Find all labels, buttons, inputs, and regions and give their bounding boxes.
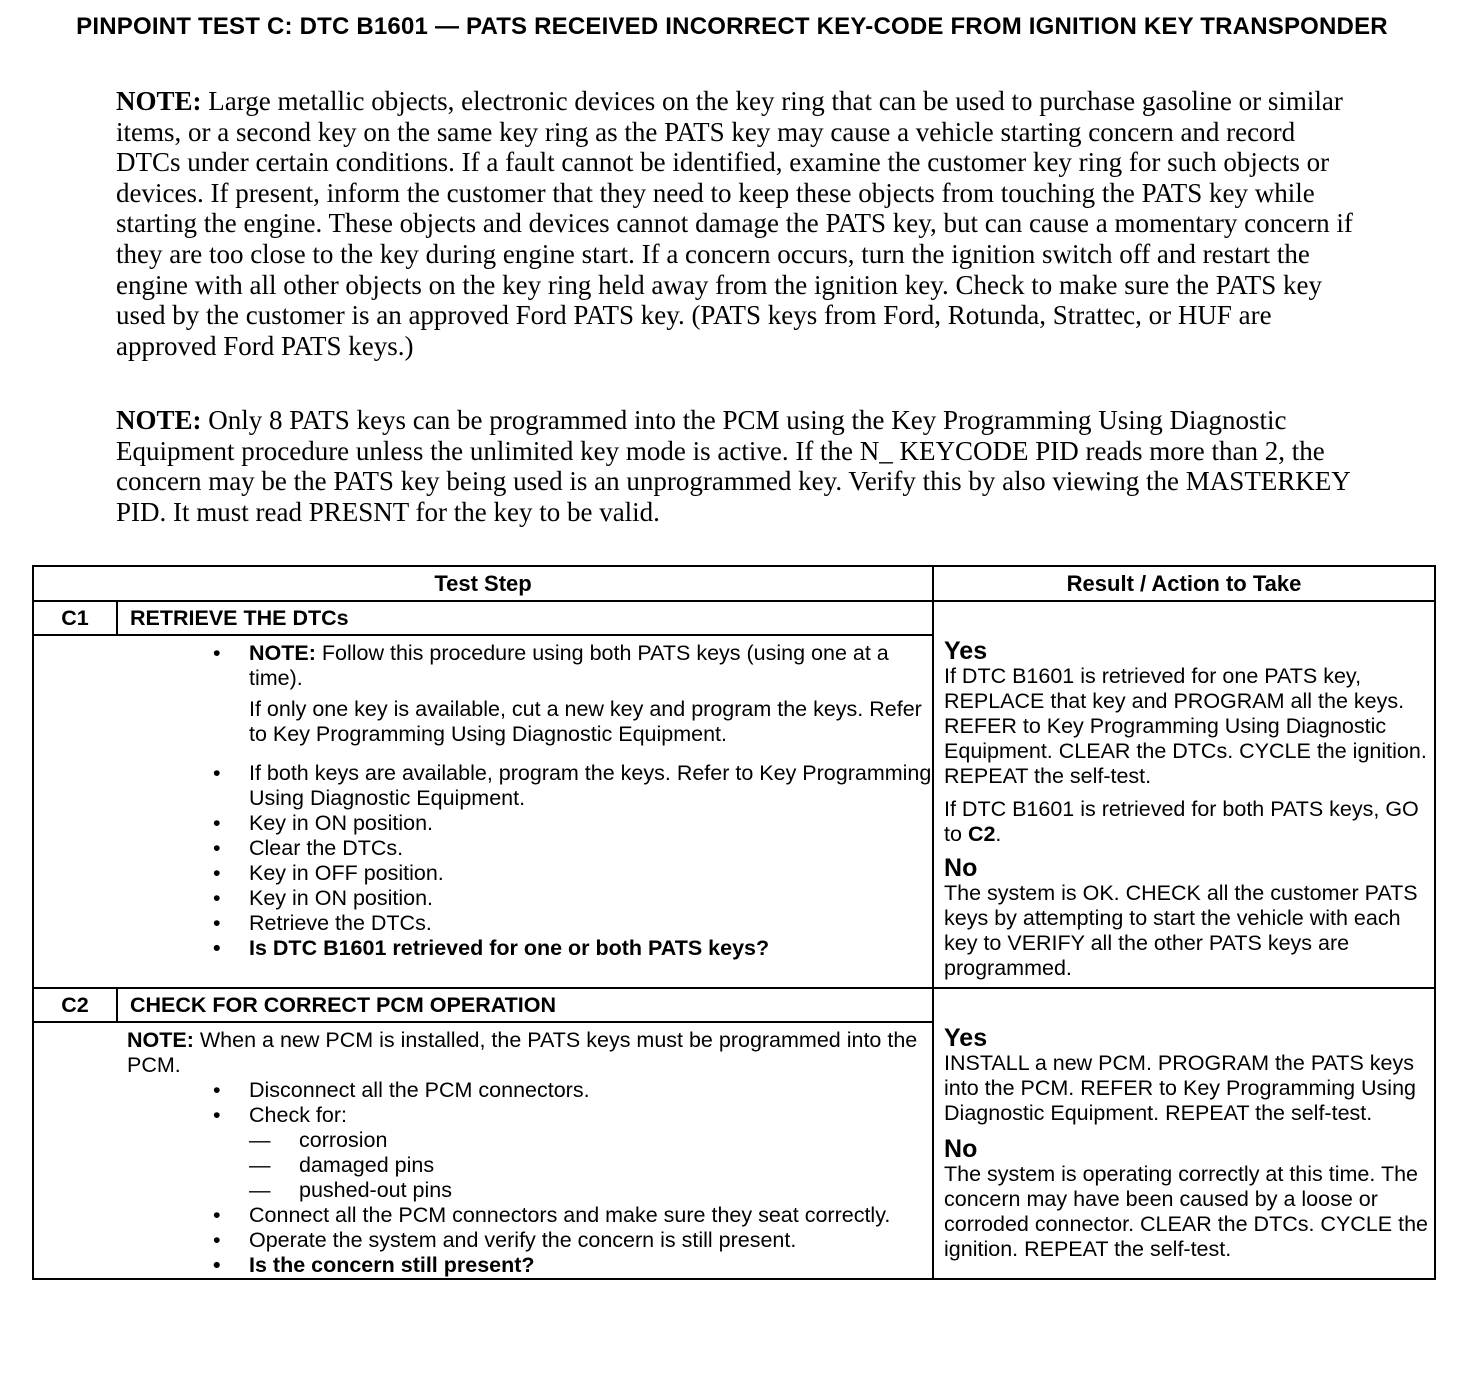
yes-action-text: INSTALL a new PCM. PROGRAM the PATS keys into the PCM. REFER to Key Programming Using Diagnostic Equipment. REPEAT the self-test. <box>944 1051 1416 1125</box>
c2-procedure-list-2 <box>117 1203 932 1278</box>
step-title-c2: CHECK FOR CORRECT PCM OPERATION <box>117 988 933 1022</box>
list-item: • Retrieve the DTCs. <box>117 911 932 936</box>
goto-step-link[interactable]: C2 <box>967 822 996 846</box>
note-text: Large metallic objects, electronic devices on the key ring that can be used to purchase gasoline or similar items, or a second key on the same key ring as the PATS key may cause a vehicle starting concern and record DTCs under certain conditions. If a fault cannot be identified, examine the customer key ring for such objects or devices. If present, inform the customer that they need to keep these objects from touching the PATS key while starting the engine. These objects and devices cannot damage the PATS key, but can cause a momentary concern if they are too close to the key during engine start. If a concern occurs, turn the ignition switch off and restart the engine with all other objects on the key ring held away from the ignition key. Check to make sure the PATS key used by the customer is an approved Ford PATS key. (PATS keys from Ford, Rotunda, Strattec, or HUF are approved Ford PATS keys.) <box>116 86 1353 361</box>
step-body-c1 <box>117 635 933 988</box>
no-label: No <box>944 854 978 882</box>
yes-goto-text: If DTC B1601 is retrieved for both PATS keys, GO to <box>944 797 1419 846</box>
note-label: NOTE: <box>249 641 316 665</box>
blank-cell <box>33 1022 117 1279</box>
note-label: NOTE: <box>116 405 202 435</box>
list-item: • Disconnect all the PCM connectors. <box>117 1078 932 1103</box>
yes-label: Yes <box>944 1024 988 1052</box>
test-step-header: Test Step <box>33 566 933 601</box>
note-paragraph-1 <box>116 86 1356 361</box>
result-c2 <box>933 988 1435 1279</box>
c1-step-list <box>117 641 932 691</box>
no-label: No <box>944 1135 978 1163</box>
c2-procedure-list <box>117 1078 932 1128</box>
yes-action-text-2 <box>944 797 1430 847</box>
list-item: • Key in OFF position. <box>117 861 932 886</box>
note-subtext: If only one key is available, cut a new key and program the keys. Refer to Key Programming Using Diagnostic Equipment. <box>249 697 922 746</box>
step-id-c2: C2 <box>33 988 117 1022</box>
no-action-text: The system is OK. CHECK all the customer PATS keys by attempting to start the vehicle with each key to VERIFY all the other PATS keys are programmed. <box>944 881 1418 980</box>
note-text: Only 8 PATS keys can be programmed into the PCM using the Key Programming Using Diagnostic Equipment procedure unless the unlimited key mode is active. If the N_ KEYCODE PID reads more than 2, the concern may be the PATS key being used is an unprogrammed key. Verify this by also viewing the MASTERKEY PID. It must read PRESNT for the key to be valid. <box>116 405 1350 527</box>
note-label: NOTE: <box>116 86 202 116</box>
step-body-c2 <box>117 1022 933 1279</box>
blank-cell <box>33 635 117 988</box>
step-c2-title-row <box>33 988 1435 1022</box>
step-c1-title-row <box>33 601 1435 635</box>
step-question: • Is the concern still present? <box>117 1253 932 1278</box>
sentence-end: . <box>995 822 1002 846</box>
pinpoint-test-table <box>32 565 1436 1280</box>
list-item: • Clear the DTCs. <box>117 836 932 861</box>
note-paragraph-2 <box>116 405 1356 527</box>
table-header-row <box>33 566 1435 601</box>
check-items-list <box>117 1128 932 1203</box>
list-item: • Connect all the PCM connectors and make sure they seat correctly. <box>117 1203 932 1228</box>
list-item <box>117 641 932 691</box>
check-item: — pushed-out pins <box>117 1178 932 1203</box>
list-item: • Operate the system and verify the concern is still present. <box>117 1228 932 1253</box>
check-item: — damaged pins <box>117 1153 932 1178</box>
yes-label: Yes <box>944 637 988 665</box>
page-title: PINPOINT TEST C: DTC B1601 — PATS RECEIVED INCORRECT KEY-CODE FROM IGNITION KEY TRANSPONDER <box>76 13 1388 40</box>
list-item: • Key in ON position. <box>117 811 932 836</box>
note-label: NOTE: <box>127 1028 194 1052</box>
step-id-c1: C1 <box>33 601 117 635</box>
list-item: • Check for: <box>117 1103 932 1128</box>
yes-action-text: If DTC B1601 is retrieved for one PATS key, REPLACE that key and PROGRAM all the keys. REFER to Key Programming Using Diagnostic Equipment. CLEAR the DTCs. CYCLE the ignition. REPEAT the self-test. <box>944 664 1427 788</box>
list-item: • Key in ON position. <box>117 886 932 911</box>
note-text: Follow this procedure using both PATS keys (using one at a time). <box>249 641 889 690</box>
step-question: • Is DTC B1601 retrieved for one or both PATS keys? <box>117 936 932 961</box>
no-action-text: The system is operating correctly at this time. The concern may have been caused by a loose or corroded connector. CLEAR the DTCs. CYCLE the ignition. REPEAT the self-test. <box>944 1162 1428 1261</box>
c2-note <box>117 1028 932 1078</box>
c1-procedure-list <box>117 761 932 961</box>
list-item: • If both keys are available, program the keys. Refer to Key Programming Using Diagnostic Equipment. <box>117 761 932 811</box>
result-header: Result / Action to Take <box>933 566 1435 601</box>
check-item: — corrosion <box>117 1128 932 1153</box>
note-text: When a new PCM is installed, the PATS keys must be programmed into the PCM. <box>127 1028 918 1077</box>
result-c1 <box>933 601 1435 988</box>
step-title-c1: RETRIEVE THE DTCs <box>117 601 933 635</box>
